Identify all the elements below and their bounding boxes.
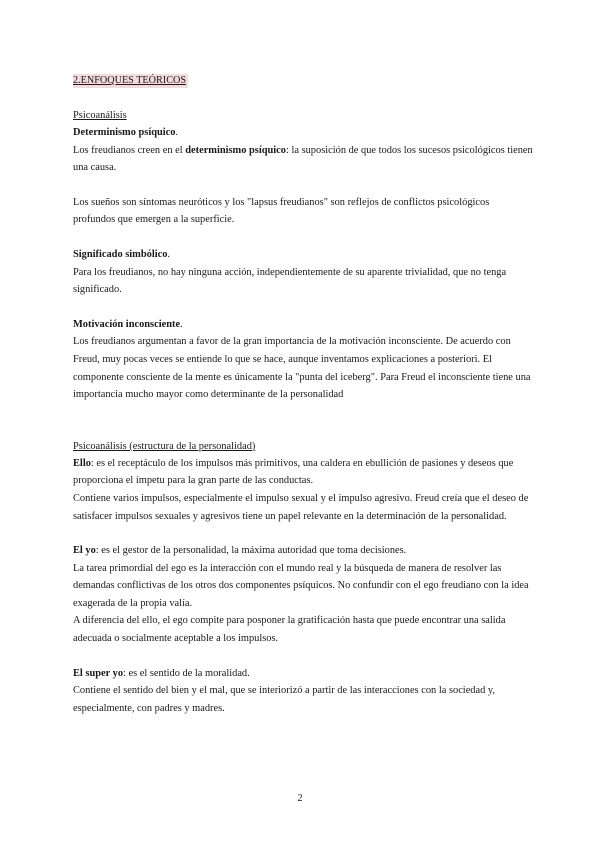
subheading-psicoanalisis: Psicoanálisis (73, 110, 127, 121)
suenos-paragraph: Los sueños son síntomas neuróticos y los "lapsus freudianos" son reflejos de conflictos psicológicos profundos que emergen a la superficie. (73, 196, 490, 226)
ello-paragraph-2: Contiene varios impulsos, especialmente el impulso sexual y el impulso agresivo. Freud creía que el deseo de satisfacer impulsos sexuales y agresivos tiene un papel relevante en la determinación de la personalidad. (73, 492, 529, 522)
subheading-estructura: Psicoanálisis (estructura de la personalidad) (73, 440, 256, 452)
superyo-paragraph: El super yo: es el sentido de la moralidad. (73, 667, 250, 679)
simbolico-paragraph: Para los freudianos, no hay ninguna acción, independientemente de su aparente trivialidad, que no tenga significado. (73, 266, 507, 296)
yo-paragraph-3: A diferencia del ello, el ego compite para posponer la gratificación hasta que puede encontrar una salida adecuada o socialmente aceptable a los impulsos. (73, 615, 506, 645)
yo-paragraph-2: La tarea primordial del ego es la interacción con el mundo real y la búsqueda de manera de resolver las demandas conflictivas de los otros dos componentes psíquicos. No confundir con el ego freudiano con la idea exagerada de la propia valía. (73, 562, 529, 609)
determinismo-paragraph: Los freudianos creen en el determinismo psíquico: la suposición de que todos los sucesos psicológicos tienen una causa. (73, 144, 533, 174)
motivacion-paragraph: Los freudianos argumentan a favor de la gran importancia de la motivación inconsciente. De acuerdo con Freud, muy pocas veces se entiende lo que se hace, aunque inventamos explicaciones a posteriori. El componente consciente de la mente es únicamente la "punta del iceberg". Para Freud el inconsciente tiene una importancia mucho mayor como determinante de la personalidad (73, 336, 531, 401)
simbolico-title: Significado simbólico. (73, 248, 171, 260)
motivacion-title: Motivación inconsciente. (73, 318, 183, 330)
superyo-paragraph-2: Contiene el sentido del bien y el mal, que se interiorizó a partir de las interacciones con la sociedad y, especialmente, con padres y madres. (73, 685, 496, 714)
ello-paragraph: Ello: es el receptáculo de los impulsos más primitivos, una caldera en ebullición de pasiones y deseos que proporciona el ímpetu para la gran parte de las conductas. (73, 457, 514, 487)
page-number: 2 (297, 793, 303, 804)
section-heading: 2.ENFOQUES TEÓRICOS (73, 75, 187, 86)
page-content (73, 74, 533, 717)
determinismo-title: Determinismo psíquico. (73, 127, 179, 138)
yo-paragraph: El yo: es el gestor de la personalidad, la máxima autoridad que toma decisiones. (73, 545, 407, 557)
